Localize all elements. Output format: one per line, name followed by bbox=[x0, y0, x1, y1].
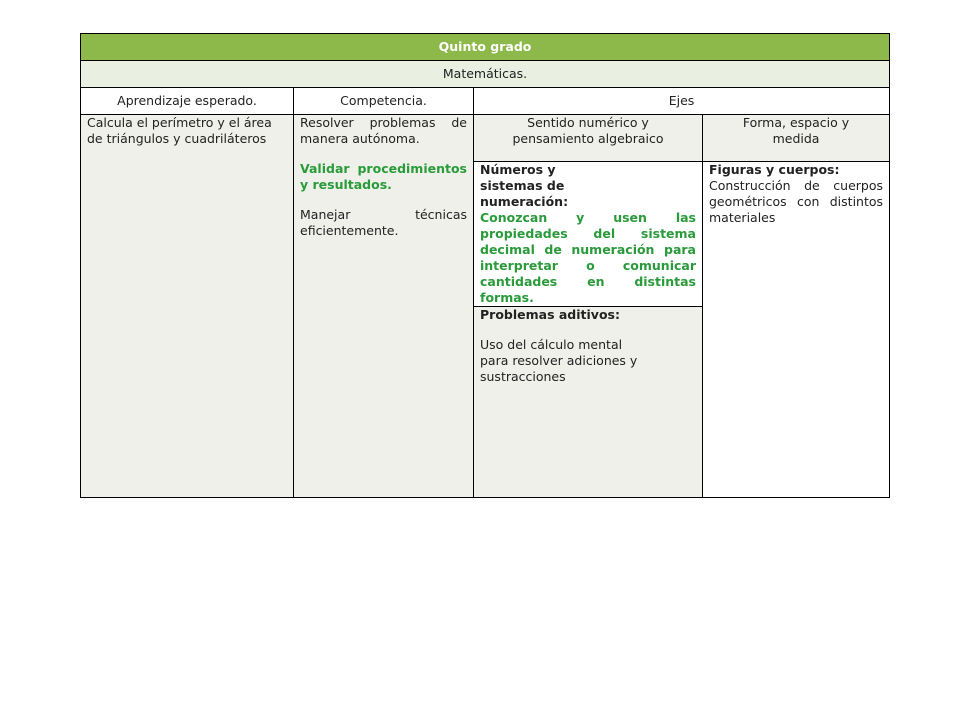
subject-title: Matemáticas. bbox=[81, 61, 890, 88]
curriculum-table bbox=[80, 33, 890, 498]
learning-text: Calcula el perímetro y el área de triángulos y cuadriláteros bbox=[87, 115, 272, 146]
header-axes: Ejes bbox=[474, 88, 890, 115]
competence-cell bbox=[294, 115, 474, 498]
competence-item-2: Validar procedimientos y resultados. bbox=[300, 161, 467, 192]
number-systems-cell bbox=[474, 162, 703, 307]
axis-numeric-label: Sentido numérico y pensamiento algebraico bbox=[512, 115, 664, 146]
figures-description: Construcción de cuerpos geométricos con distintos materiales bbox=[709, 178, 884, 225]
competence-item-1: Resolver problemas de manera autónoma. bbox=[300, 115, 467, 146]
additive-description: Uso del cálculo mental para resolver adiciones y sustracciones bbox=[480, 337, 638, 384]
axis-shape-label: Forma, espacio y medida bbox=[742, 115, 850, 146]
body-row-1 bbox=[81, 115, 890, 162]
additive-cell bbox=[474, 307, 703, 498]
learning-cell bbox=[81, 115, 294, 498]
header-row bbox=[81, 88, 890, 115]
figures-title: Figuras y cuerpos: bbox=[709, 162, 840, 177]
subject-row bbox=[81, 61, 890, 88]
axis-shape-cell bbox=[703, 115, 890, 162]
axis-numeric-cell bbox=[474, 115, 703, 162]
number-systems-title: Números y sistemas de numeración: bbox=[480, 162, 569, 209]
header-competence: Competencia. bbox=[294, 88, 474, 115]
number-systems-description: Conozcan y usen las propiedades del sistema decimal de numeración para interpretar o comunicar cantidades en distintas formas. bbox=[480, 210, 696, 305]
figures-cell bbox=[703, 162, 890, 498]
header-learning: Aprendizaje esperado. bbox=[81, 88, 294, 115]
title-row bbox=[81, 34, 890, 61]
additive-title: Problemas aditivos: bbox=[480, 307, 620, 322]
grade-title: Quinto grado bbox=[81, 34, 890, 61]
competence-item-3: Manejar técnicas eficientemente. bbox=[300, 207, 467, 238]
